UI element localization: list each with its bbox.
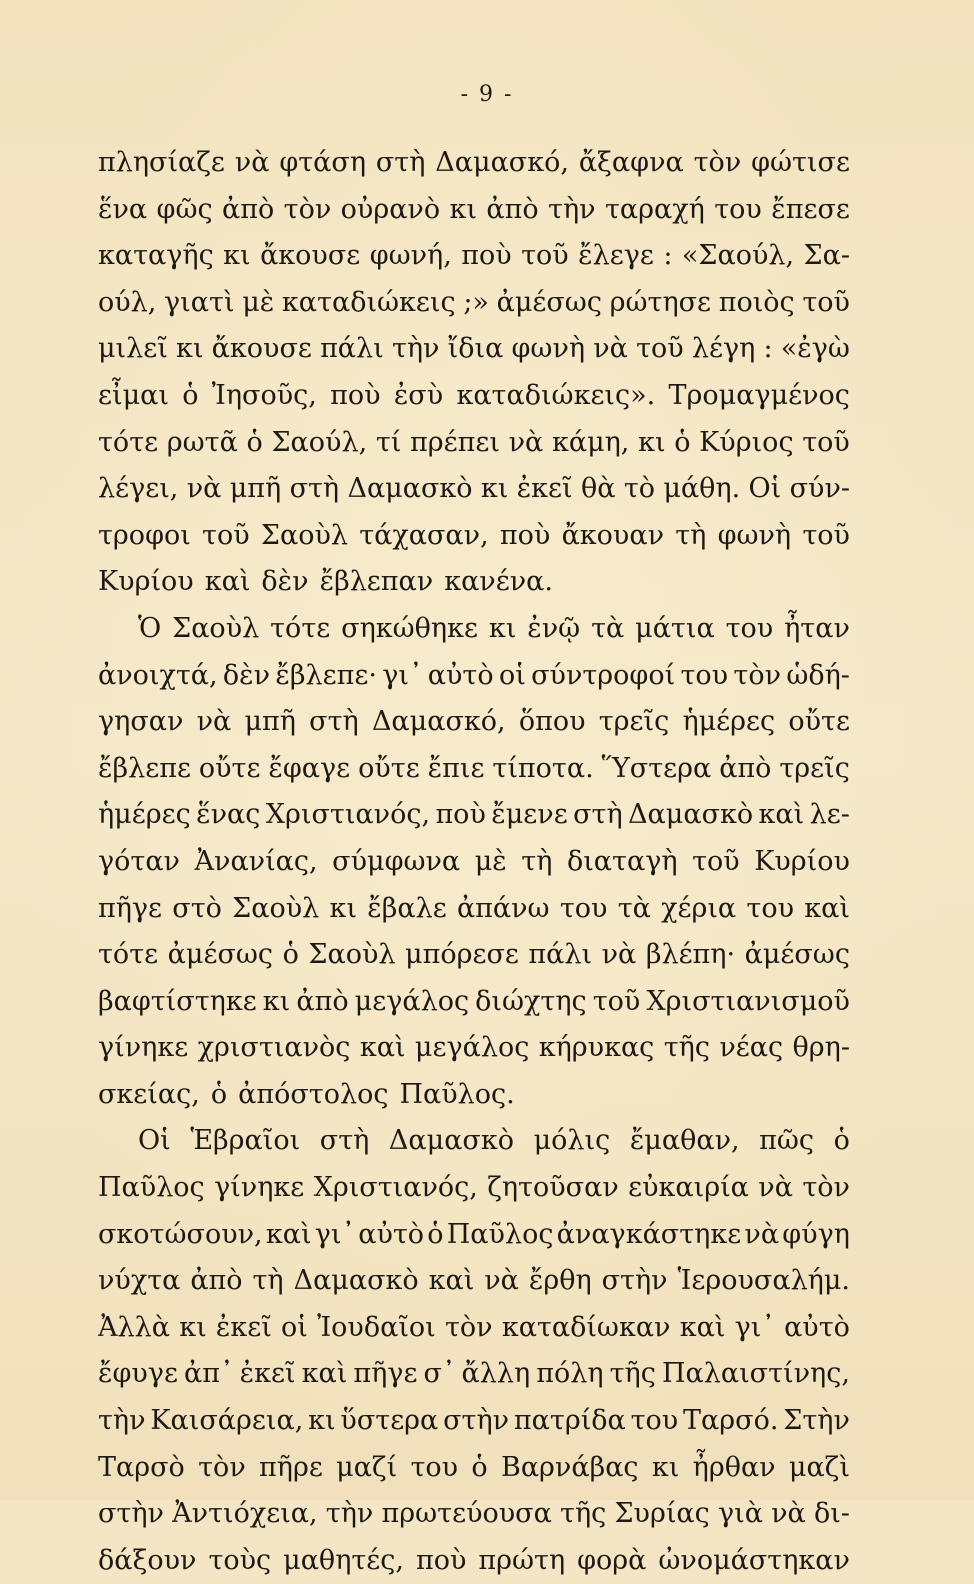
text-line: εἶμαι ὁ Ἰησοῦς, ποὺ ἐσὺ καταδιώκεις». Τρομαγμένος [98,379,850,411]
text-line: Ὁ Σαοὺλ τότε σηκώθηκε κι ἐνῷ τὰ μάτια του ἦταν [138,612,850,644]
text-line: γησαν νὰ μπῆ στὴ Δαμασκό, ὅπου τρεῖς ἡμέρες οὔτε [98,706,850,738]
page-number: - 9 - [460,82,514,107]
text-line: ἔβλεπε οὔτε ἔφαγε οὔτε ἔπιε τίποτα. Ὕστερα ἀπὸ τρεῖς [98,752,850,784]
text-line: τροφοι τοῦ Σαοὺλ τάχασαν, ποὺ ἄκουαν τὴ φωνὴ τοῦ [98,519,850,551]
text-line: σκοτώσουν, καὶ γι᾽ αὐτὸ ὁ Παῦλος ἀναγκάστηκε νὰ φύγη [98,1218,850,1250]
text-line: γίνηκε χριστιανὸς καὶ μεγάλος κήρυκας τῆς νέας θρη- [98,1032,850,1064]
text-line: Ἀλλὰ κι ἐκεῖ οἱ Ἰουδαῖοι τὸν καταδίωκαν καὶ γι᾽ αὐτὸ [98,1311,850,1343]
text-line: Παῦλος γίνηκε Χριστιανός, ζητοῦσαν εὐκαιρία νὰ τὸν [98,1172,850,1204]
text-line: πῆγε στὸ Σαοὺλ κι ἔβαλε ἀπάνω του τὰ χέρια του καὶ [98,892,850,924]
text-line: στὴν Ἀντιόχεια, τὴν πρωτεύουσα τῆς Συρίας γιὰ νὰ δι- [98,1498,850,1530]
text-line: σκείας, ὁ ἀπόστολος Παῦλος. [98,1078,515,1110]
text-line: δάξουν τοὺς μαθητές, ποὺ πρώτη φορὰ ὠνομάστηκαν [98,1544,850,1576]
text-line: ἡμέρες ἕνας Χριστιανός, ποὺ ἔμενε στὴ Δαμασκὸ καὶ λε- [98,799,850,831]
text-line: τότε ρωτᾶ ὁ Σαούλ, τί πρέπει νὰ κάμη, κι ὁ Κύριος τοῦ [98,426,850,458]
text-line: ἀνοιχτά, δὲν ἔβλεπε· γι᾽ αὐτὸ οἱ σύντροφοί του τὸν ὡδή- [98,659,850,691]
text-line: καταγῆς κι ἄκουσε φωνή, ποὺ τοῦ ἔλεγε : «Σαούλ, Σα- [98,240,850,272]
text-line: Ταρσὸ τὸν πῆρε μαζί του ὁ Βαρνάβας κι ἦρθαν μαζὶ [98,1451,850,1483]
text-line: πλησίαζε νὰ φτάση στὴ Δαμασκό, ἄξαφνα τὸν φώτισε [98,147,850,178]
text-line: βαφτίστηκε κι ἀπὸ μεγάλος διώχτης τοῦ Χριστιανισμοῦ [98,985,850,1017]
text-line: τὴν Καισάρεια, κι ὕστερα στὴν πατρίδα του Ταρσό. Στὴν [98,1405,850,1437]
text-line: Κυρίου καὶ δὲν ἔβλεπαν κανένα. [98,566,553,598]
text-line: μιλεῖ κι ἄκουσε πάλι τὴν ἴδια φωνὴ νὰ τοῦ λέγη : «ἐγὼ [98,333,850,365]
text-line: Οἱ Ἑβραῖοι στὴ Δαμασκὸ μόλις ἔμαθαν, πῶς ὁ [138,1125,850,1157]
text-line: γόταν Ἀνανίας, σύμφωνα μὲ τὴ διαταγὴ τοῦ Κυρίου [98,845,850,877]
text-line: λέγει, νὰ μπῆ στὴ Δαμασκὸ κι ἐκεῖ θὰ τὸ μάθη. Οἱ σύν- [98,473,850,505]
text-line: τότε ἀμέσως ὁ Σαοὺλ μπόρεσε πάλι νὰ βλέπη· ἀμέσως [98,939,850,971]
text-line: ἔφυγε ἀπ᾽ ἐκεῖ καὶ πῆγε σ᾽ ἄλλη πόλη τῆς Παλαιστίνης, [98,1358,850,1390]
text-line: ούλ, γιατὶ μὲ καταδιώκεις ;» ἀμέσως ρώτησε ποιὸς τοῦ [98,286,850,318]
text-line: νύχτα ἀπὸ τὴ Δαμασκὸ καὶ νὰ ἔρθη στὴν Ἱερουσαλήμ. [98,1265,850,1297]
body-text [98,140,850,1584]
text-line: ἕνα φῶς ἀπὸ τὸν οὐρανὸ κι ἀπὸ τὴν ταραχή του ἔπεσε [98,193,850,225]
